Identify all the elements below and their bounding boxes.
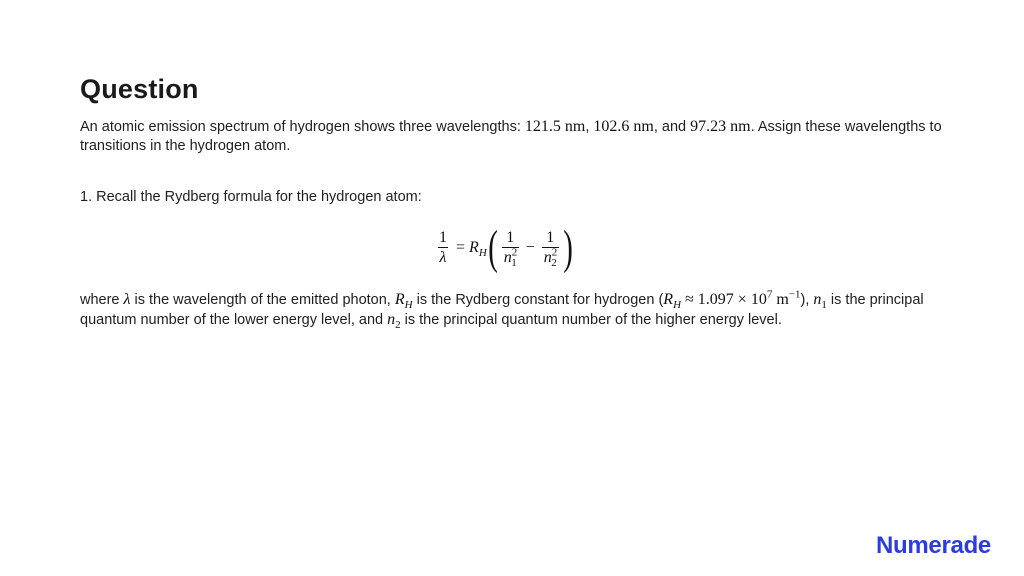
numerator: 1 — [439, 228, 447, 246]
rydberg-equation — [434, 222, 574, 274]
denominator-n1-squared: $n^2_1$ — [503, 246, 518, 269]
left-paren: ( — [487, 221, 498, 274]
explanation-text: where λ is the wavelength of the emitted photon, $R_H$ is the Rydberg constant for hydrogen ($R_H \approx 1.097 \times 10^7$ $m^{-1}$), $n_1$ is the principal quantum number of the lower energy level, and $n_2$ is the principal quantum number of the higher energy level. — [80, 288, 924, 332]
equals-sign: = — [456, 239, 466, 256]
numerator: 1 — [506, 228, 515, 246]
n1-symbol: $n_1$ — [813, 291, 827, 312]
wavelength-1: 121.5 nm — [524, 118, 586, 135]
lambda-symbol: λ — [123, 291, 131, 308]
rydberg-constant-symbol: $R_H$ — [469, 239, 487, 260]
step-1-text: 1. Recall the Rydberg formula for the hydrogen atom: — [80, 189, 422, 205]
separator: , — [585, 119, 594, 135]
question-text-intro: An atomic emission spectrum of hydrogen shows three wavelengths: — [80, 119, 525, 135]
rydberg-constant-value: $R_H \approx 1.097 \times 10^7$ $m^{-1}$ — [663, 288, 801, 312]
denominator — [438, 247, 449, 268]
wavelength-3: 97.23 nm — [690, 118, 751, 135]
minus-sign: − — [525, 239, 535, 256]
numerator: 1 — [546, 228, 555, 246]
rydberg-constant-symbol: $R_H$ — [394, 291, 413, 312]
fraction-n2 — [542, 229, 559, 268]
lambda-symbol: λ — [439, 248, 447, 266]
question-heading: Question — [80, 74, 199, 104]
wavelength-2: 102.6 nm — [593, 118, 654, 135]
fraction-n1 — [502, 229, 519, 268]
question-text — [80, 117, 950, 156]
denominator-n2-squared: $n^2_2$ — [543, 246, 558, 269]
inverse-wavelength-fraction — [437, 229, 449, 268]
n2-symbol: $n_2$ — [387, 311, 401, 332]
separator: , and — [653, 119, 691, 135]
question-text-outro: . Assign these wavelengths to transitions in the hydrogen atom. — [80, 119, 942, 154]
numerade-logo[interactable]: Numerade — [876, 532, 991, 559]
right-paren: ) — [562, 221, 573, 274]
